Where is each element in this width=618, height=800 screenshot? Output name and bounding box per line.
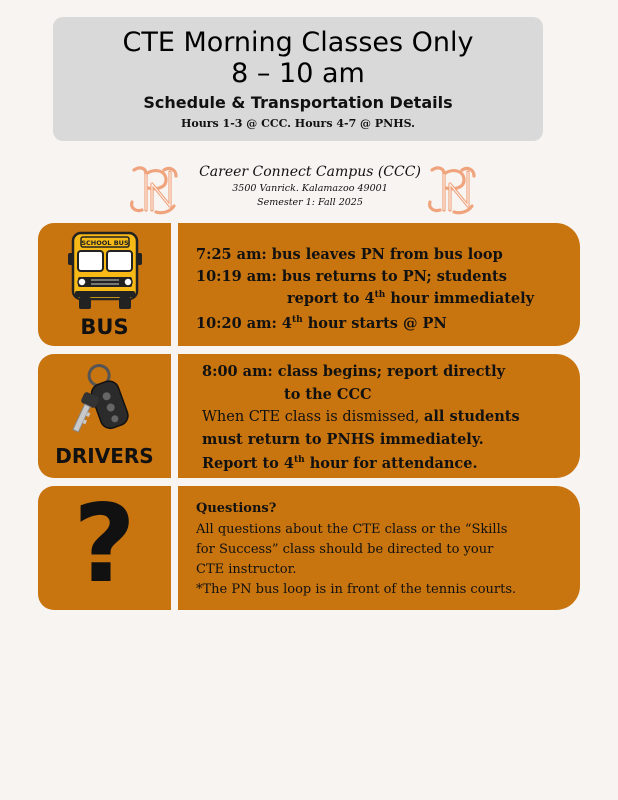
car-key-icon	[68, 360, 148, 440]
time-range: 8 – 10 am	[231, 58, 365, 89]
drivers-line-3-text: When CTE class is dismissed,	[202, 409, 425, 425]
drivers-label: DRIVERS	[55, 444, 154, 468]
question-mark-icon: ?	[73, 482, 136, 607]
drivers-line-3-bold: all students	[424, 408, 520, 425]
questions-line-2: for Success” class should be directed to your	[196, 542, 494, 557]
header-banner	[53, 17, 543, 141]
bus-line-3	[287, 289, 534, 309]
hours-note: Hours 1-3 @ CCC. Hours 4-7 @ PNHS.	[181, 117, 415, 130]
bus-schedule-panel	[178, 223, 580, 346]
bus-line-4-sup: th	[292, 315, 303, 326]
campus-address: 3500 Vanrick. Kalamazoo 49001	[232, 183, 388, 194]
bus-line-3-sup: th	[374, 290, 386, 301]
drivers-line-4: must return to PNHS immediately.	[202, 431, 484, 448]
bus-icon-panel	[38, 223, 171, 346]
drivers-line-5-text: Report to 4	[202, 455, 294, 472]
bus-line-4-text: 10:20 am: 4	[196, 315, 292, 332]
questions-line-1: All questions about the CTE class or the “Skills	[196, 522, 508, 537]
drivers-icon-panel	[38, 354, 171, 478]
drivers-line-2: to the CCC	[284, 386, 372, 403]
campus-info	[180, 162, 440, 210]
bus-line-4	[196, 314, 447, 334]
subtitle: Schedule & Transportation Details	[143, 93, 453, 112]
questions-icon-panel	[38, 482, 171, 610]
drivers-line-5	[202, 454, 478, 474]
questions-panel	[178, 486, 580, 610]
page-title: CTE Morning Classes Only	[122, 27, 474, 58]
bus-line-3-text: report to 4	[287, 290, 375, 307]
school-bus-icon	[67, 229, 143, 311]
bus-line-1: 7:25 am: bus leaves PN from bus loop	[196, 246, 503, 263]
questions-line-4: *The PN bus loop is in front of the tennis courts.	[196, 582, 517, 597]
questions-heading: Questions?	[196, 501, 277, 516]
drivers-line-5-sup: th	[293, 455, 305, 466]
campus-name: Career Connect Campus (CCC)	[199, 164, 421, 180]
bus-line-2: 10:19 am: bus returns to PN; students	[196, 268, 507, 285]
semester: Semester 1: Fall 2025	[257, 197, 363, 208]
pn-logo-left	[126, 162, 182, 216]
bus-sign-text: SCHOOL BUS	[81, 239, 129, 247]
bus-line-3-rest: hour immediately	[385, 290, 535, 307]
drivers-line-3	[202, 407, 520, 427]
questions-line-3: CTE instructor.	[196, 562, 297, 577]
drivers-schedule-panel	[178, 354, 580, 478]
bus-label: BUS	[80, 315, 129, 339]
drivers-line-5-rest: hour for attendance.	[304, 455, 478, 472]
bus-line-4-rest: hour starts @ PN	[302, 315, 447, 332]
drivers-line-1: 8:00 am: class begins; report directly	[202, 363, 506, 380]
